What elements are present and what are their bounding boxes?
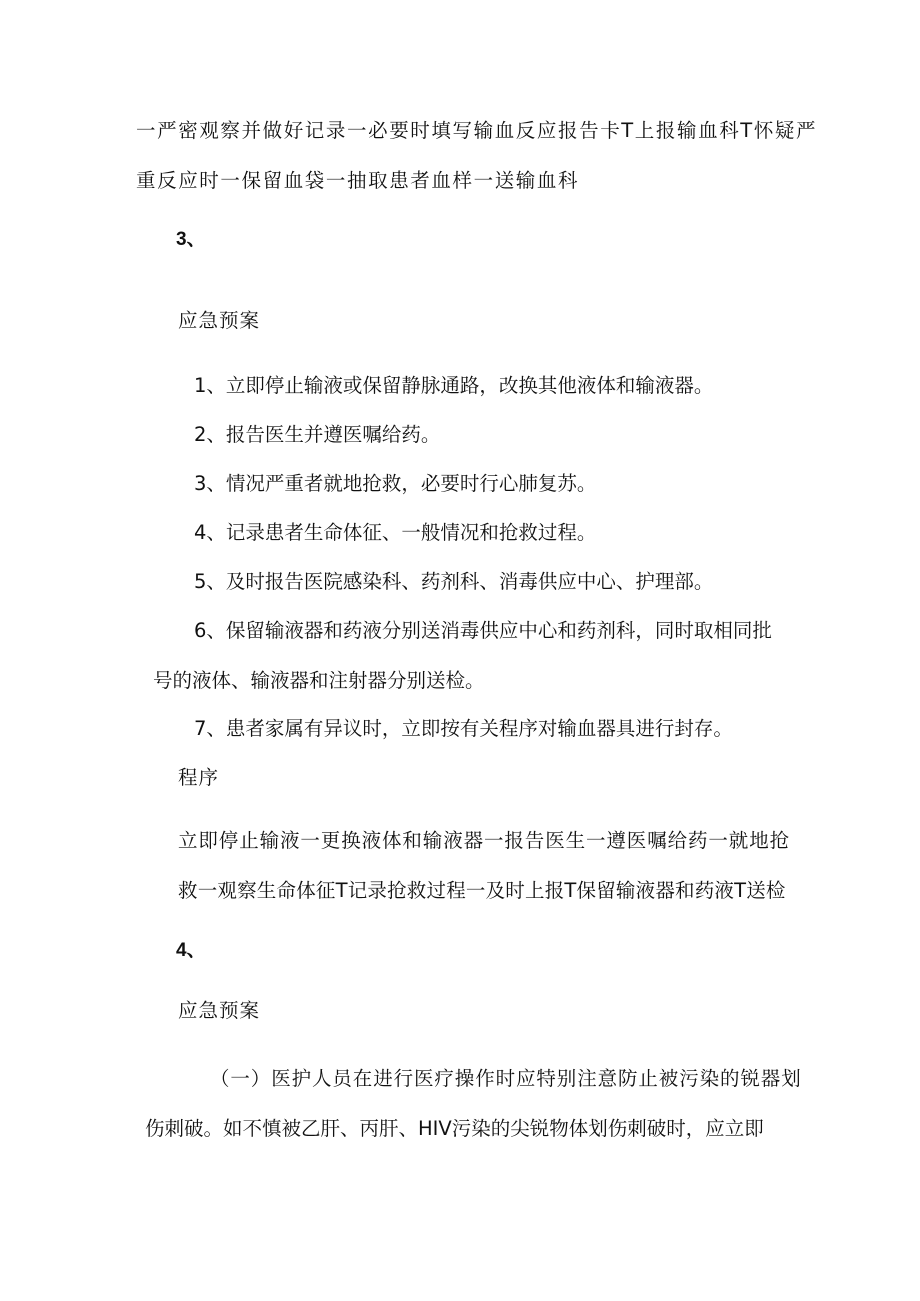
text-line: 重反应时一保留血袋一抽取患者血样一送输血科 xyxy=(136,169,580,192)
text-line: 一严密观察并做好记录一必要时填写输血反应报告卡T上报输血科T怀疑严 xyxy=(136,119,818,142)
section-heading: 应急预案 xyxy=(178,309,261,332)
section-number: 4、 xyxy=(176,940,206,961)
list-item: 6、保留输液器和药液分别送消毒供应中心和药剂科，同时取相同批 xyxy=(194,619,772,642)
list-item-continuation: 号的液体、输液器和注射器分别送检。 xyxy=(153,669,485,692)
text-line: 立即停止输液一更换液体和输液器一报告医生一遵医嘱给药一就地抢 xyxy=(178,829,791,852)
text-line: （一）医护人员在进行医疗操作时应特别注意防止被污染的锐器划 xyxy=(210,1067,802,1090)
list-item: 3、情况严重者就地抢救，必要时行心肺复苏。 xyxy=(194,472,597,495)
list-item: 1、立即停止输液或保留静脉通路，改换其他液体和输液器。 xyxy=(194,374,714,397)
text-line: 救一观察生命体征T记录抢救过程一及时上报T保留输液器和药液T送检 xyxy=(178,879,786,902)
list-item: 7、患者家属有异议时，立即按有关程序对输血器具进行封存。 xyxy=(194,717,733,740)
list-item: 4、记录患者生命体征、一般情况和抢救过程。 xyxy=(194,521,597,544)
section-heading: 应急预案 xyxy=(178,999,261,1022)
list-item: 5、及时报告医院感染科、药剂科、消毒供应中心、护理部。 xyxy=(194,570,714,593)
list-item: 2、报告医生并遵医嘱给药。 xyxy=(194,423,441,446)
section-heading: 程序 xyxy=(178,766,220,789)
section-number: 3、 xyxy=(176,229,206,250)
text-line: 伤刺破。如不慎被乙肝、丙肝、HIV污染的尖锐物体划伤刺破时，应立即 xyxy=(145,1117,764,1140)
